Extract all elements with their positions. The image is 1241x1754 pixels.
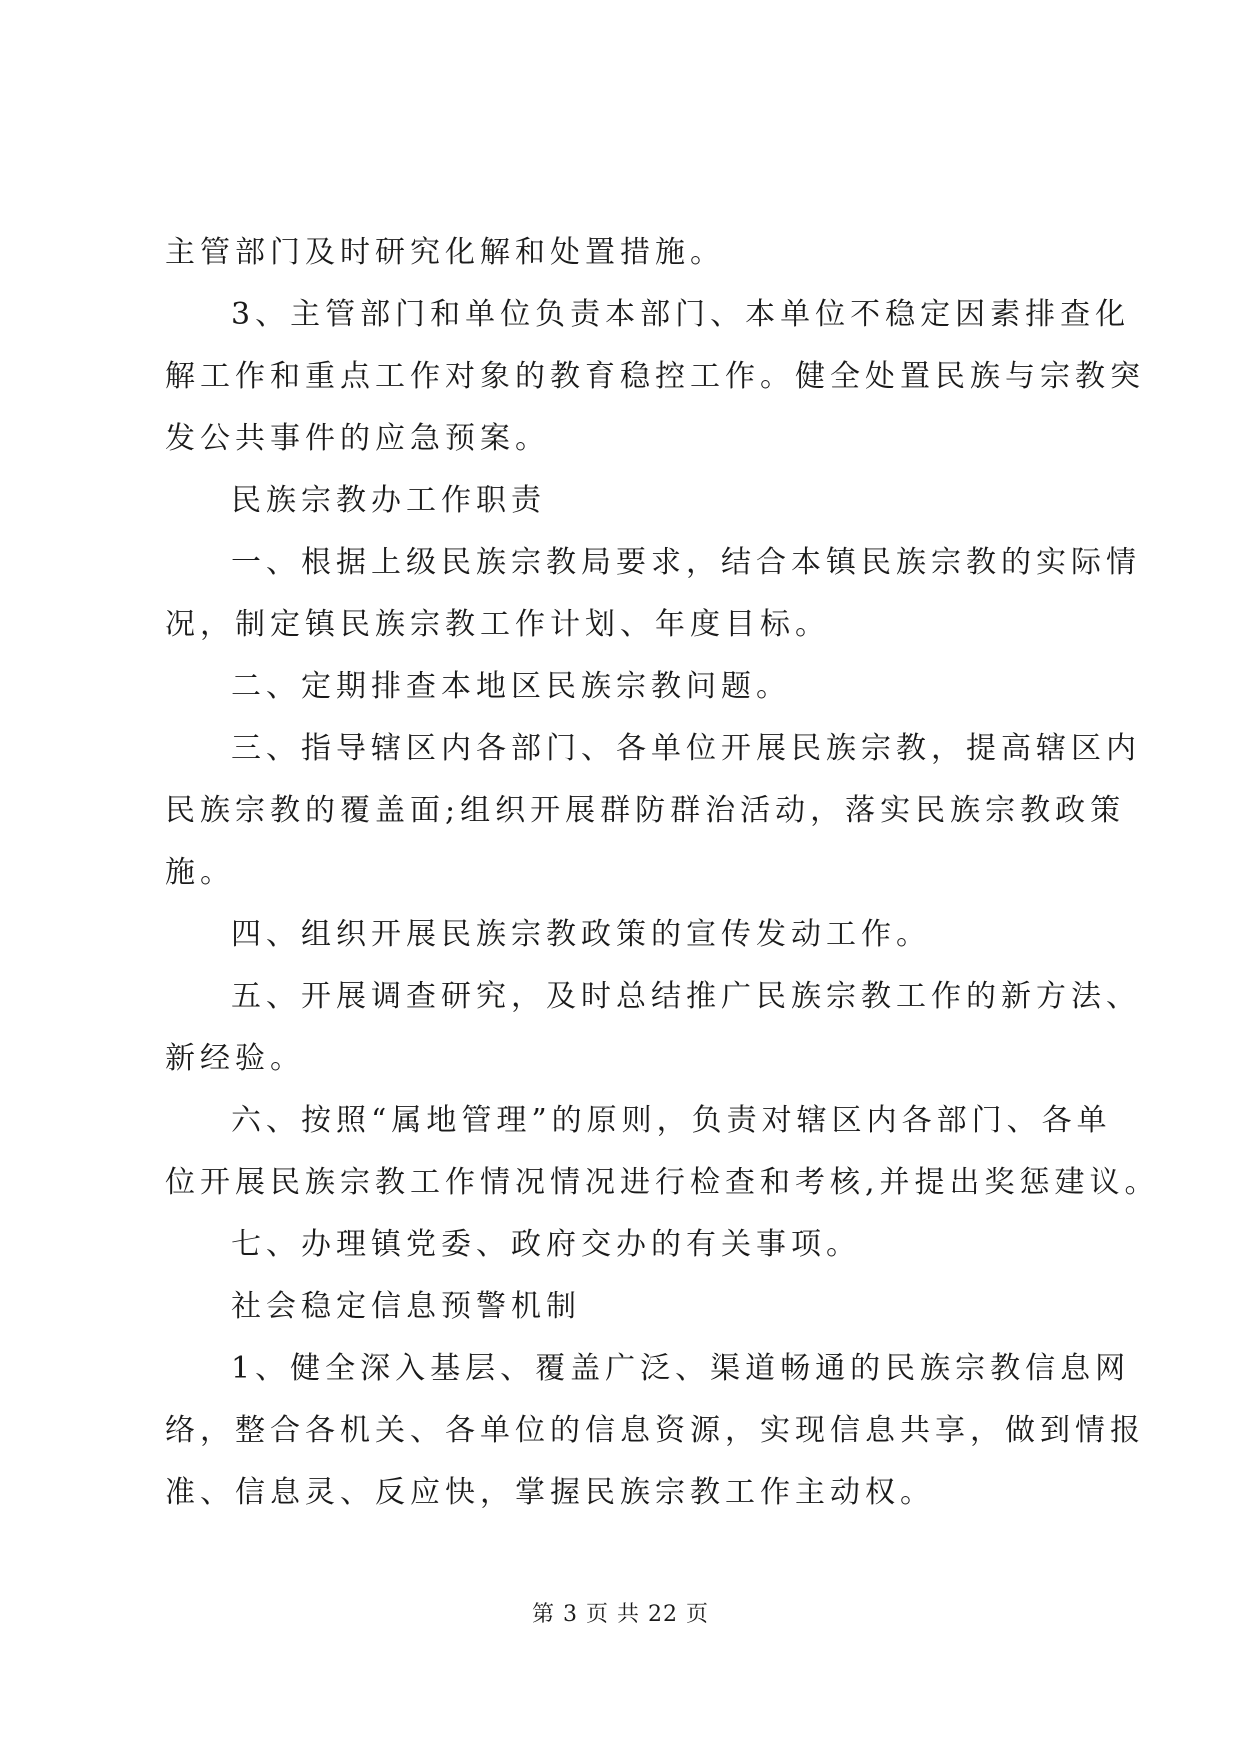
text-line: 二、定期排查本地区民族宗教问题。 — [231, 669, 791, 704]
text-line: 七、办理镇党委、政府交办的有关事项。 — [231, 1227, 861, 1262]
text-line: 五、开展调查研究，及时总结推广民族宗教工作的新方法、 — [231, 979, 1141, 1014]
text-line: 1、健全深入基层、覆盖广泛、渠道畅通的民族宗教信息网 — [231, 1351, 1131, 1386]
page-footer: 第 3 页 共 22 页 — [532, 1602, 709, 1627]
text-line: 施。 — [165, 855, 235, 890]
text-line: 六、按照“属地管理”的原则，负责对辖区内各部门、各单 — [231, 1103, 1112, 1138]
text-line: 民族宗教的覆盖面;组织开展群防群治活动，落实民族宗教政策 — [165, 793, 1126, 828]
text-line: 络，整合各机关、各单位的信息资源，实现信息共享，做到情报 — [165, 1413, 1145, 1448]
document-body — [165, 222, 1160, 1524]
text-line: 新经验。 — [165, 1041, 305, 1076]
text-line: 位开展民族宗教工作情况情况进行检查和考核,并提出奖惩建议。 — [165, 1165, 1160, 1200]
text-line: 主管部门及时研究化解和处置措施。 — [165, 235, 725, 270]
text-line: 四、组织开展民族宗教政策的宣传发动工作。 — [231, 917, 931, 952]
text-line: 一、根据上级民族宗教局要求，结合本镇民族宗教的实际情 — [231, 545, 1141, 580]
text-line: 准、信息灵、反应快，掌握民族宗教工作主动权。 — [165, 1475, 935, 1510]
text-line: 解工作和重点工作对象的教育稳控工作。健全处置民族与宗教突 — [165, 359, 1145, 394]
text-line: 发公共事件的应急预案。 — [165, 421, 550, 456]
text-line: 3、主管部门和单位负责本部门、本单位不稳定因素排查化 — [231, 297, 1131, 332]
text-line: 社会稳定信息预警机制 — [231, 1289, 581, 1324]
text-line: 三、指导辖区内各部门、各单位开展民族宗教，提高辖区内 — [231, 731, 1141, 766]
text-line: 民族宗教办工作职责 — [231, 483, 546, 518]
text-line: 况，制定镇民族宗教工作计划、年度目标。 — [165, 607, 830, 642]
